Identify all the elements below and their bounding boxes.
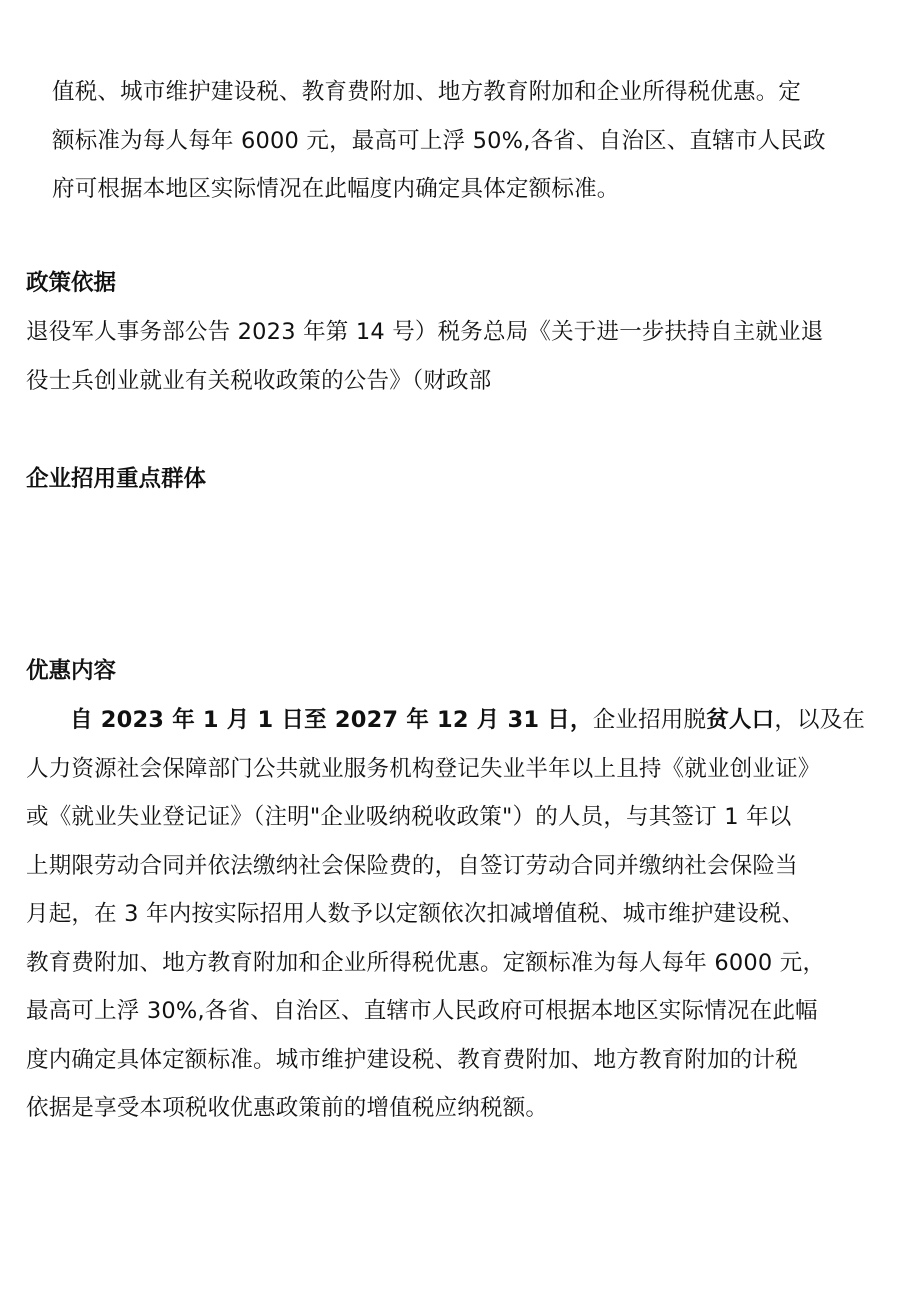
benefit-content-heading: 优惠内容: [26, 658, 117, 684]
benefit-line-1: [26, 696, 892, 745]
intro-line-1: 值税、城市维护建设税、教育费附加、地方教育附加和企业所得税优惠。定: [52, 79, 802, 105]
effective-date-range: 自 2023 年 1 月 1 日至 2027 年 12 月 31 日，: [70, 707, 593, 733]
key-groups-heading: 企业招用重点群体: [26, 466, 207, 492]
intro-paragraph: [52, 68, 880, 214]
policy-basis-heading: 政策依据: [26, 270, 117, 296]
intro-line-3: 府可根据本地区实际情况在此幅度内确定具体定额标准。: [52, 176, 620, 202]
intro-line-2: 额标准为每人每年 6000 元，最高可上浮 50%,各省、自治区、直辖市人民政: [52, 127, 826, 154]
benefit-line-8: 度内确定具体定额标准。城市维护建设税、教育费附加、地方教育附加的计税: [26, 1046, 798, 1073]
benefit-line-6: 教育费附加、地方教育附加和企业所得税优惠。定额标准为每人每年 6000 元，: [26, 949, 826, 976]
benefit-line-7: 最高可上浮 30%,各省、自治区、直辖市人民政府可根据本地区实际情况在此幅: [26, 998, 818, 1024]
policy-basis-paragraph: [26, 308, 886, 405]
benefit-line-5: 月起，在 3 年内按实际招用人数予以定额依次扣减增值税、城市维护建设税、: [26, 901, 805, 927]
policy-basis-line-1: 退役军人事务部公告 2023 年第 14 号）税务总局《关于进一步扶持自主就业退: [26, 319, 824, 345]
policy-basis-line-2: 役士兵创业就业有关税收政策的公告》（财政部: [26, 367, 492, 394]
benefit-line-1-mid: 企业招用脱: [592, 707, 707, 733]
benefit-line-9: 依据是享受本项税收优惠政策前的增值税应纳税额。: [26, 1095, 549, 1121]
benefit-line-2: 人力资源社会保障部门公共就业服务机构登记失业半年以上且持《就业创业证》: [26, 755, 821, 782]
benefit-content-paragraph: [26, 696, 892, 1133]
benefit-line-1-end: ，以及在: [774, 707, 866, 733]
benefit-line-4: 上期限劳动合同并依法缴纳社会保险费的，自签订劳动合同并缴纳社会保险当: [26, 852, 798, 879]
poverty-population-term: 贫人口: [706, 707, 775, 733]
benefit-line-3: 或《就业失业登记证》（注明"企业吸纳税收政策"）的人员，与其签订 1 年以: [26, 804, 792, 830]
